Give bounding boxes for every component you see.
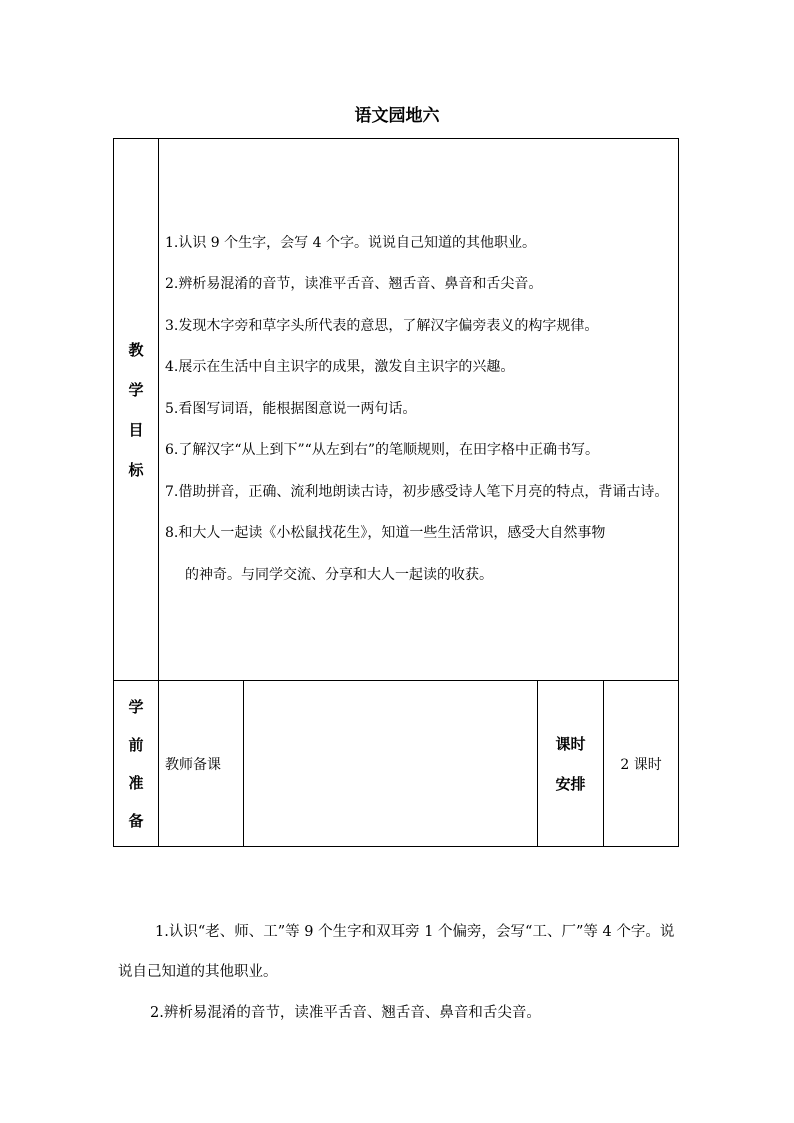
goals-content — [159, 139, 679, 681]
goals-row — [114, 139, 679, 681]
goal-item: 6.了解汉字“从上到下”“从左到右”的笔顺规则，在田字格中正确书写。 — [165, 442, 599, 459]
prep-value: 教师备课 — [159, 681, 244, 847]
goals-label-char: 目 — [128, 420, 144, 439]
goal-item: 2.辨析易混淆的音节，读准平舌音、翘舌音、鼻音和舌尖音。 — [165, 276, 543, 293]
prep-row — [114, 681, 679, 847]
body-paragraph-1: 1.认识“老、师、工”等 9 个生字和双耳旁 1 个偏旁，会写“工、厂”等 4 个字。说说自己知道的其他职业。 — [118, 924, 675, 980]
hours-label — [538, 681, 604, 847]
goal-item-continuation: 的神奇。与同学交流、分享和大人一起读的收获。 — [185, 566, 493, 583]
lesson-plan-table — [113, 138, 679, 847]
goal-item: 7.借助拼音，正确、流利地朗读古诗，初步感受诗人笔下月亮的特点，背诵古诗。 — [165, 483, 669, 500]
goals-label-char: 学 — [128, 380, 144, 399]
prep-label-char: 准 — [128, 773, 144, 792]
prep-label-char: 备 — [128, 811, 144, 830]
page-title: 语文园地六 — [354, 106, 440, 126]
goals-label-char: 教 — [128, 340, 144, 359]
hours-label-line: 课时 — [555, 734, 586, 753]
hours-label-line: 安排 — [555, 774, 586, 793]
prep-label-char: 前 — [128, 735, 144, 754]
goal-item: 8.和大人一起读《小松鼠找花生》，知道一些生活常识，感受大自然事物 — [165, 525, 606, 542]
hours-value: 2 课时 — [604, 681, 679, 847]
goal-item: 3.发现木字旁和草字头所代表的意思，了解汉字偏旁表义的构字规律。 — [165, 317, 599, 334]
body-paragraph-2: 2.辨析易混淆的音节，读准平舌音、翘舌音、鼻音和舌尖音。 — [150, 1005, 541, 1021]
goals-label-char: 标 — [128, 460, 144, 479]
goal-item: 4.展示在生活中自主识字的成果，激发自主识字的兴趣。 — [165, 359, 515, 376]
goals-label — [114, 139, 159, 681]
prep-label-char: 学 — [128, 697, 144, 716]
prep-blank-cell — [244, 681, 538, 847]
prep-label — [114, 681, 159, 847]
goal-item: 5.看图写词语，能根据图意说一两句话。 — [165, 400, 417, 417]
goal-item: 1.认识 9 个生字，会写 4 个字。说说自己知道的其他职业。 — [165, 234, 536, 251]
